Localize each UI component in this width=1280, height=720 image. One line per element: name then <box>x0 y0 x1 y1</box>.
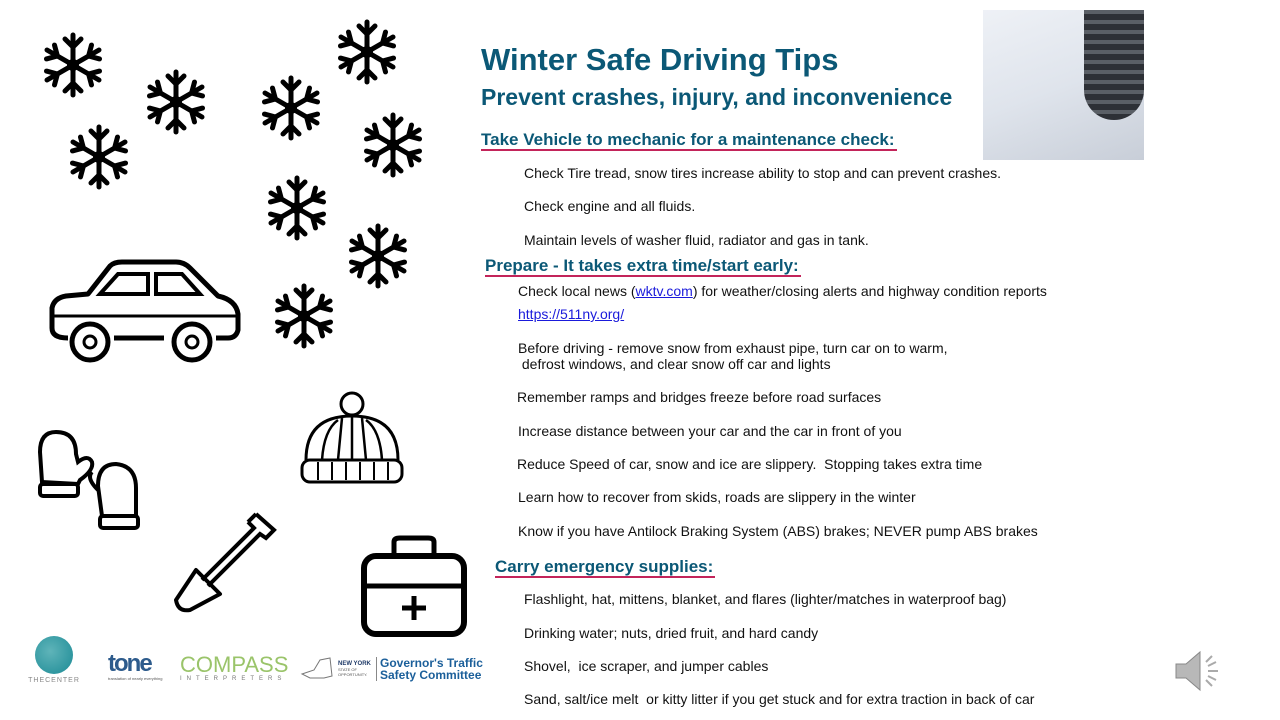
list-item: Know if you have Antilock Braking System (ABS) brakes; NEVER pump ABS brakes <box>518 523 1038 539</box>
list-item: Maintain levels of washer fluid, radiator and gas in tank. <box>524 232 869 248</box>
list-item: Flashlight, hat, mittens, blanket, and flares (lighter/matches in waterproof bag) <box>524 591 1007 607</box>
list-item: Sand, salt/ice melt or kitty litter if you get stuck and for extra traction in back of car <box>524 691 1035 707</box>
the-center-logo: THECENTER <box>24 636 84 684</box>
511ny-link[interactable]: https://511ny.org/ <box>518 306 625 322</box>
list-item: Reduce Speed of car, snow and ice are slippery. Stopping takes extra time <box>517 456 983 472</box>
list-item: Check Tire tread, snow tires increase ability to stop and can prevent crashes. <box>524 165 1002 181</box>
page-subtitle: Prevent crashes, injury, and inconvenience <box>481 84 953 110</box>
first-aid-kit-icon <box>360 534 468 640</box>
list-item: Shovel, ice scraper, and jumper cables <box>524 658 769 674</box>
list-item: Learn how to recover from skids, roads are slippery in the winter <box>518 489 916 505</box>
tone-logo: tone translation of nearly everything <box>108 650 163 681</box>
mittens-icon <box>36 428 146 534</box>
section-heading-supplies: Carry emergency supplies: <box>495 557 714 576</box>
globe-icon <box>35 636 73 674</box>
section-heading-maintenance: Take Vehicle to mechanic for a maintenance check: <box>481 130 895 149</box>
speaker-icon[interactable] <box>1172 648 1224 694</box>
list-item: defrost windows, and clear snow off car and lights <box>518 356 831 372</box>
list-item: Before driving - remove snow from exhaust pipe, turn car on to warm, <box>518 340 948 356</box>
list-item: Drinking water; nuts, dried fruit, and hard candy <box>524 625 819 641</box>
winter-hat-icon <box>298 390 406 486</box>
news-prefix: Check local news ( <box>518 283 636 299</box>
compass-logo: COMPASS INTERPRETERS <box>180 652 289 682</box>
shovel-icon <box>170 508 280 614</box>
car-icon <box>48 258 244 368</box>
news-suffix: ) for weather/closing alerts and highway condition reports <box>692 283 1047 299</box>
section-heading-prepare: Prepare - It takes extra time/start early: <box>485 256 799 275</box>
list-item: Increase distance between your car and the car in front of you <box>518 423 902 439</box>
list-item: Check engine and all fluids. <box>524 198 696 214</box>
list-item: Remember ramps and bridges freeze before road surfaces <box>517 389 882 405</box>
page-title: Winter Safe Driving Tips <box>481 42 839 77</box>
wktv-link[interactable]: wktv.com <box>635 283 693 299</box>
illustrations <box>0 0 470 640</box>
list-item-news <box>518 283 1047 299</box>
ny-state-icon <box>300 656 334 682</box>
gtsc-logo: NEW YORK STATE OF OPPORTUNITY. Governor's Traffic Safety Committee <box>300 656 483 682</box>
snowy-tire-photo <box>983 10 1144 160</box>
